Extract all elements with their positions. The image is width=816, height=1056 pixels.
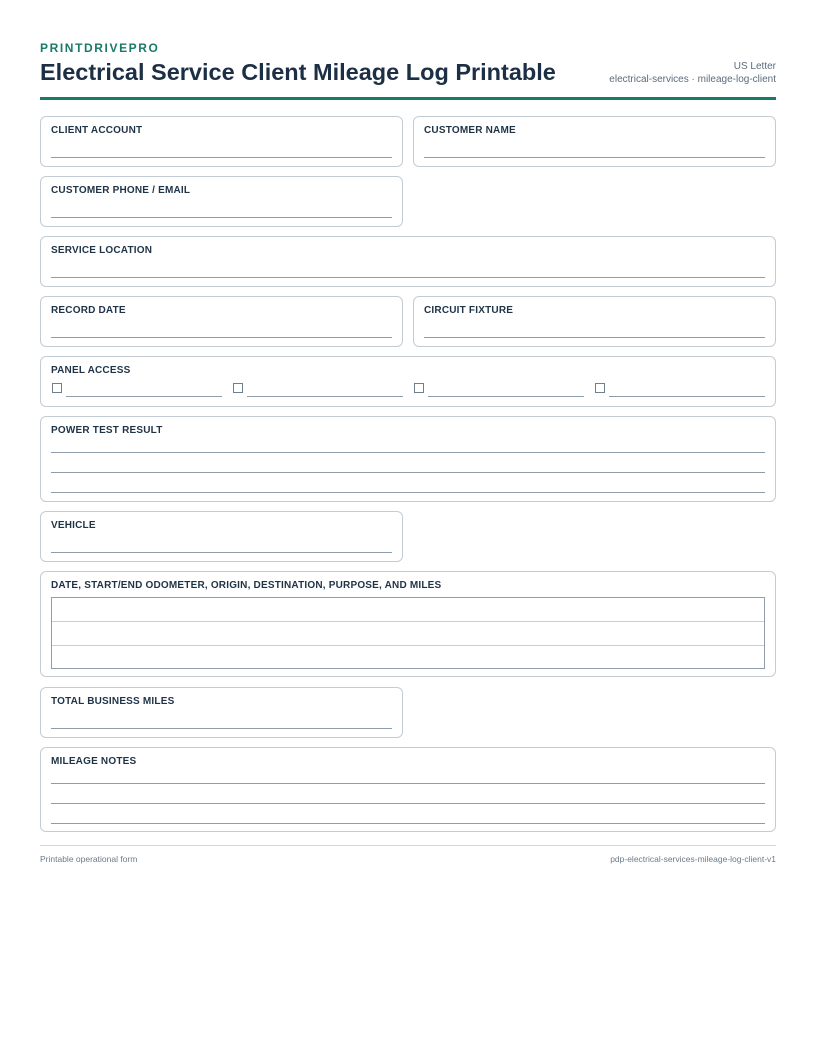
service-location-field[interactable] [40,236,776,287]
footer-form-id: pdp-electrical-services-mileage-log-client-v1 [610,854,776,864]
option-line[interactable] [428,396,584,397]
panel-access-option-1[interactable] [52,383,222,397]
mileage-notes-label: MILEAGE NOTES [51,756,137,767]
total-business-miles-field[interactable] [40,687,403,738]
checkbox[interactable] [233,383,243,393]
page-title: Electrical Service Client Mileage Log Printable [40,59,556,85]
checkbox[interactable] [52,383,62,393]
power-test-line-2[interactable] [51,472,765,473]
power-test-line-1[interactable] [51,452,765,453]
customer-contact-line[interactable] [51,217,392,218]
trip-log-table[interactable] [51,597,765,669]
checkbox[interactable] [414,383,424,393]
paper-size: US Letter [733,61,776,72]
trip-log-section [40,571,776,677]
client-account-label: CLIENT ACCOUNT [51,125,143,136]
vehicle-label: VEHICLE [51,520,96,531]
customer-contact-field[interactable] [40,176,403,227]
service-location-line[interactable] [51,277,765,278]
checkbox[interactable] [595,383,605,393]
mileage-notes-line-3[interactable] [51,823,765,824]
vehicle-line[interactable] [51,552,392,553]
table-row-divider [52,645,764,646]
footer-description: Printable operational form [40,854,138,864]
panel-access-option-4[interactable] [595,383,765,397]
panel-access-label: PANEL ACCESS [51,365,131,376]
client-account-field[interactable] [40,116,403,167]
option-line[interactable] [66,396,222,397]
trip-log-label: DATE, START/END ODOMETER, ORIGIN, DESTINATION, PURPOSE, AND MILES [51,580,442,591]
customer-name-field[interactable] [413,116,776,167]
power-test-line-3[interactable] [51,492,765,493]
option-line[interactable] [609,396,765,397]
mileage-notes-field[interactable] [40,747,776,832]
vehicle-field[interactable] [40,511,403,562]
panel-access-option-3[interactable] [414,383,584,397]
total-business-miles-label: TOTAL BUSINESS MILES [51,696,175,707]
power-test-result-field[interactable] [40,416,776,502]
circuit-fixture-line[interactable] [424,337,765,338]
customer-contact-label: CUSTOMER PHONE / EMAIL [51,185,191,196]
footer-rule [40,845,776,846]
customer-name-line[interactable] [424,157,765,158]
option-line[interactable] [247,396,403,397]
mileage-notes-line-1[interactable] [51,783,765,784]
mileage-notes-line-2[interactable] [51,803,765,804]
client-account-line[interactable] [51,157,392,158]
customer-name-label: CUSTOMER NAME [424,125,516,136]
record-date-line[interactable] [51,337,392,338]
power-test-result-label: POWER TEST RESULT [51,425,163,436]
record-date-field[interactable] [40,296,403,347]
table-row-divider [52,621,764,622]
panel-access-field [40,356,776,407]
service-location-label: SERVICE LOCATION [51,245,153,256]
brand-logo: PRINTDRIVEPRO [40,41,160,55]
total-business-miles-line[interactable] [51,728,392,729]
document-slug: electrical-services · mileage-log-client [609,74,776,85]
circuit-fixture-field[interactable] [413,296,776,347]
panel-access-option-2[interactable] [233,383,403,397]
record-date-label: RECORD DATE [51,305,126,316]
document-meta [609,60,776,86]
circuit-fixture-label: CIRCUIT FIXTURE [424,305,514,316]
header-rule [40,97,776,100]
